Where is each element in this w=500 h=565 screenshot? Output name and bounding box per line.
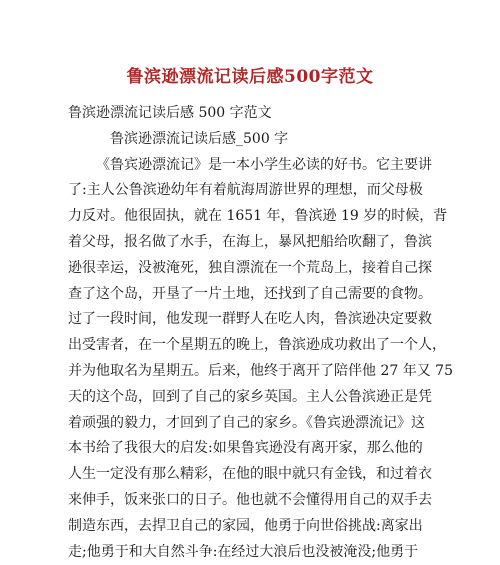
section-heading: 鲁滨逊漂流记读后感_500 字 (110, 130, 289, 147)
paragraph-line: 走;他勇于和大自然斗争:在经过大浪后也没被淹没;他勇于 (68, 543, 419, 560)
document-title: 鲁滨逊漂流记读后感500字范文 (126, 67, 374, 87)
paragraph-line: 了:主人公鲁滨逊幼年有着航海周游世界的理想，而父母极 (68, 182, 423, 199)
paragraph-line: 逊很幸运，没被淹死，独自漂流在一个荒岛上，接着自己探 (68, 259, 432, 276)
paragraph-line: 来伸手，饭来张口的日子。他也就不会懂得用自己的双手去 (68, 491, 432, 508)
paragraph-line: 人生一定没有那么精彩，在他的眼中就只有金钱，和过着衣 (68, 466, 432, 483)
paragraph-line: 本书给了我很大的启发:如果鲁宾逊没有离开家，那么他的 (68, 440, 423, 457)
paragraph-line: 出受害者，在一个星期五的晚上，鲁滨逊成功救出了一个人， (68, 337, 446, 354)
paragraph-line: 并为他取名为星期五。后来，他终于离开了陪伴他 27 年又 75 (68, 362, 453, 379)
document-body (68, 101, 453, 565)
paragraph-line: 查了这个岛，开垦了一片土地，还找到了自己需要的食物。 (68, 285, 432, 302)
subtitle-line: 鲁滨逊漂流记读后感 500 字范文 (68, 105, 272, 121)
paragraph-line: 力反对。他很固执，就在 1651 年，鲁滨逊 19 岁的时候，背 (68, 208, 448, 225)
paragraph-line: 天的这个岛，回到了自己的家乡英国。主人公鲁滨逊正是凭 (68, 388, 432, 405)
paragraph-line: 着父母，报名做了水手，在海上，暴风把船给吹翻了，鲁滨 (68, 233, 432, 250)
paragraph-line: 制造东西，去捍卫自己的家园，他勇于向世俗挑战:离家出 (68, 517, 423, 534)
paragraph-line: 过了一段时间，他发现一群野人在吃人肉，鲁滨逊决定要救 (68, 311, 432, 328)
paragraph-line: 着顽强的毅力，才回到了自己的家乡。《鲁宾逊漂流记》这 (68, 414, 425, 431)
paragraph-line: 《鲁宾逊漂流记》是一本小学生必读的好书。它主要讲 (96, 156, 432, 173)
